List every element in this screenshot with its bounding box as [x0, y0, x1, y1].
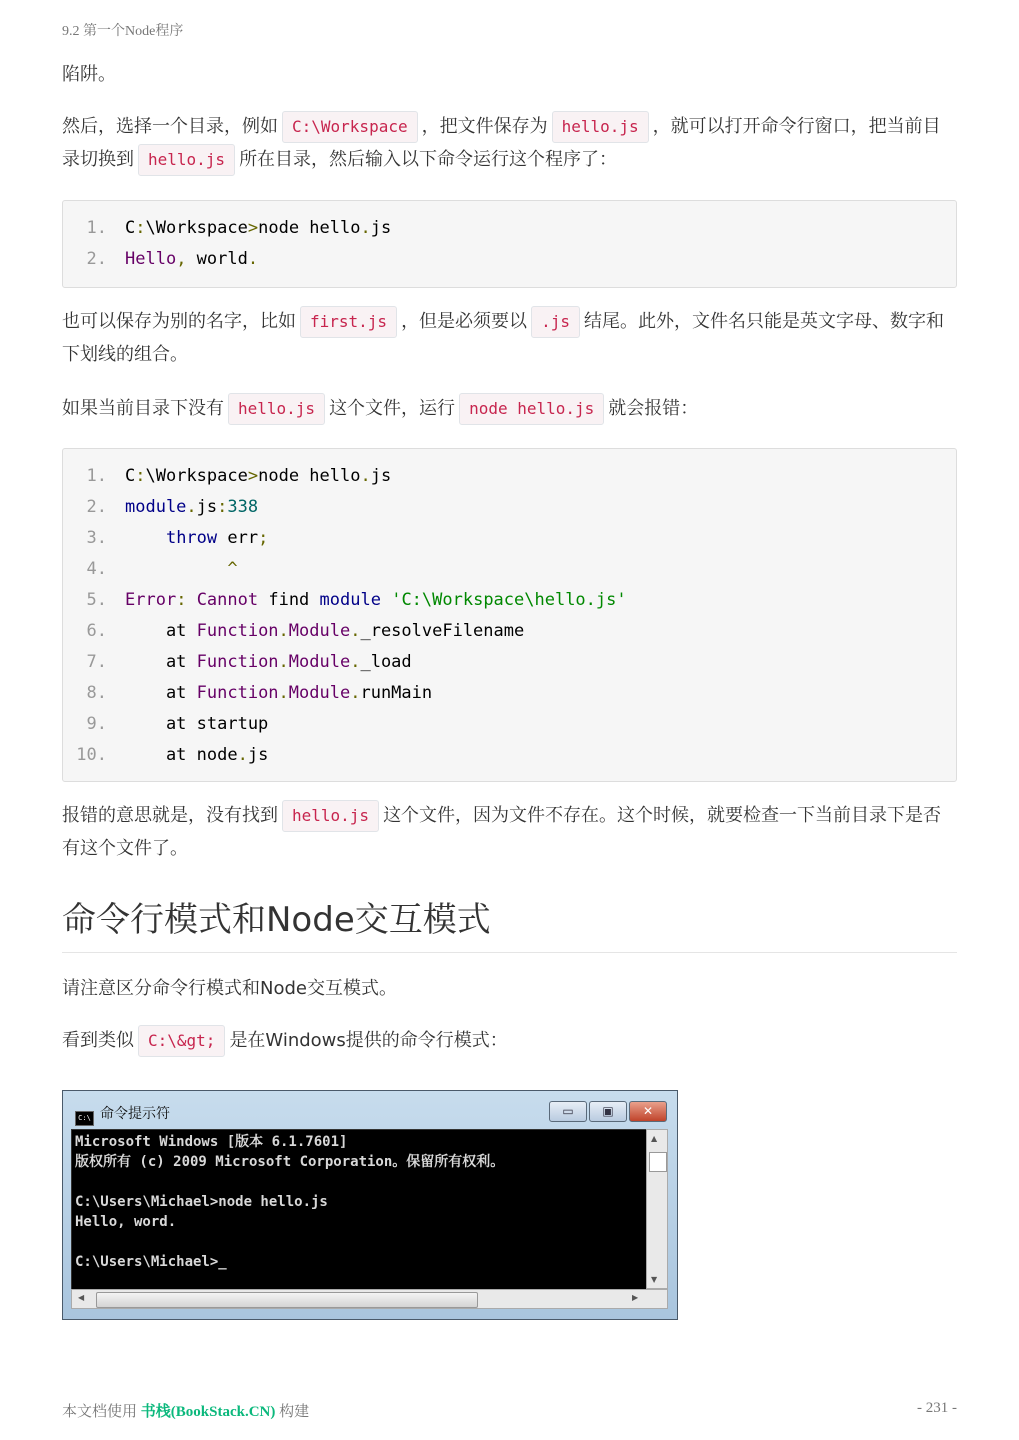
- paragraph-text: 陷阱。: [62, 64, 116, 85]
- line-number: 2.: [86, 497, 107, 517]
- code-token: node hello: [258, 218, 361, 238]
- line-number: 2.: [86, 249, 107, 269]
- code-token: Function: [196, 683, 279, 703]
- paragraph-text: 然后，选择一个目录，例如: [62, 116, 278, 137]
- code-token: .: [360, 466, 371, 486]
- paragraph-text: ，把文件保存为: [421, 116, 548, 137]
- scroll-up-icon: ▲: [651, 1134, 658, 1143]
- code-token: js: [196, 497, 218, 517]
- line-number: 1.: [86, 218, 107, 238]
- code-token: js: [370, 218, 392, 238]
- code-line: [63, 740, 956, 771]
- code-token: >: [247, 466, 259, 486]
- code-token: ^: [227, 559, 238, 579]
- paragraph-text: 这个文件，运行: [329, 398, 456, 419]
- code-token: at: [125, 683, 197, 703]
- close-button: ✕: [629, 1101, 667, 1122]
- code-token: at: [125, 621, 197, 641]
- maximize-button: ▣: [589, 1101, 627, 1122]
- line-number: 6.: [86, 621, 107, 641]
- code-token: 'C:\Workspace\hello.js': [391, 590, 627, 610]
- code-token: ;: [258, 528, 269, 548]
- minimize-button: ▭: [549, 1101, 587, 1122]
- footer-text: 本文档使用: [62, 1404, 138, 1420]
- code-token: :: [135, 466, 146, 486]
- code-token: :: [217, 497, 228, 517]
- cmd-title-text: 命令提示符: [100, 1106, 170, 1122]
- code-line: [63, 461, 956, 492]
- code-token: Function: [196, 621, 279, 641]
- inline-code: node hello.js: [459, 393, 604, 425]
- paragraph-text: 报错的意思就是，没有找到: [62, 805, 278, 826]
- footer-brand-link[interactable]: 书栈(BookStack.CN): [140, 1404, 276, 1420]
- code-token: at startup: [125, 714, 269, 734]
- inline-code: first.js: [300, 306, 397, 338]
- line-number: 4.: [86, 559, 107, 579]
- scroll-thumb: [649, 1152, 667, 1172]
- paragraph-text: 这个文件，因为文件不存在。这个时候，就要检查一下当前目录下是否有这个文件了。: [62, 805, 942, 859]
- code-token: world: [186, 249, 248, 269]
- code-token: .: [278, 683, 289, 703]
- page-header: 9.2 第一个Node程序: [62, 24, 184, 39]
- scroll-right-icon: ▶: [632, 1293, 639, 1302]
- code-token: find: [258, 590, 320, 610]
- inline-code: C:\&gt;: [138, 1025, 225, 1057]
- code-line: [63, 523, 956, 554]
- code-token: .: [350, 683, 361, 703]
- code-token: js: [370, 466, 392, 486]
- code-token: Cannot: [196, 590, 259, 610]
- paragraph: [62, 1024, 957, 1057]
- code-token: Module: [288, 621, 351, 641]
- cmd-output: Microsoft Windows [版本 6.1.7601] 版权所有 (c) 2009 Microsoft Corporation。保留所有权利。 C:\Users\Michael>node hello.js Hello, word. C:\Users\Michael>_: [75, 1134, 505, 1270]
- code-token: \Workspace: [145, 218, 248, 238]
- code-line: [63, 585, 956, 616]
- code-token: Function: [196, 652, 279, 672]
- vertical-scrollbar: [646, 1129, 668, 1289]
- paragraph-text: 所在目录，然后输入以下命令运行这个程序了：: [239, 149, 618, 170]
- code-line: [63, 709, 956, 740]
- scroll-thumb: [96, 1292, 478, 1308]
- code-token: _resolveFilename: [360, 621, 525, 641]
- code-token: .: [350, 621, 361, 641]
- inline-code: hello.js: [138, 144, 235, 176]
- paragraph: [62, 799, 957, 865]
- code-token: .: [186, 497, 197, 517]
- line-number: 1.: [86, 466, 107, 486]
- code-token: module: [125, 497, 187, 517]
- cmd-window-screenshot: [62, 1090, 678, 1320]
- inline-code: .js: [531, 306, 580, 338]
- paragraph: [62, 392, 957, 425]
- paragraph-text: 结尾。此外，文件名只能是英文字母、数字和下划线的组合。: [62, 311, 944, 365]
- paragraph-text: 请注意区分命令行模式和Node交互模式。: [62, 978, 397, 999]
- line-number: 10.: [76, 745, 107, 765]
- line-number: 8.: [86, 683, 107, 703]
- code-token: .: [247, 249, 259, 269]
- footer-text: 构建: [279, 1404, 310, 1420]
- code-token: .: [350, 652, 361, 672]
- code-token: .: [360, 218, 371, 238]
- code-token: C: [125, 218, 136, 238]
- cmd-window-title: [75, 1103, 170, 1126]
- inline-code: hello.js: [228, 393, 325, 425]
- code-token: throw: [165, 528, 218, 548]
- inline-code: hello.js: [552, 111, 649, 143]
- line-number: 5.: [86, 590, 107, 610]
- paragraph: [62, 305, 957, 371]
- line-number: 7.: [86, 652, 107, 672]
- code-token: module: [319, 590, 381, 610]
- line-number: 3.: [86, 528, 107, 548]
- code-line: [63, 616, 956, 647]
- scroll-down-icon: ▼: [651, 1275, 658, 1284]
- scroll-left-icon: ◀: [78, 1293, 85, 1302]
- code-token: [125, 528, 166, 548]
- code-token: at: [125, 652, 197, 672]
- code-token: Hello: [125, 249, 177, 269]
- code-token: Module: [288, 652, 351, 672]
- code-token: [125, 559, 227, 579]
- paragraph-text: 是在Windows提供的命令行模式：: [229, 1030, 508, 1051]
- paragraph-text: ，但是必须要以: [401, 311, 528, 332]
- page-number: - 231 -: [917, 1400, 957, 1416]
- code-token: err: [217, 528, 259, 548]
- cmd-console: [71, 1129, 647, 1291]
- paragraph: [62, 110, 957, 176]
- code-token: _load: [360, 652, 412, 672]
- paragraph-text: 就会报错：: [608, 398, 699, 419]
- cmd-icon: C:\: [75, 1111, 94, 1126]
- code-line: [63, 213, 956, 244]
- code-token: C: [125, 466, 136, 486]
- code-token: :: [176, 590, 187, 610]
- code-token: [186, 590, 196, 610]
- horizontal-scrollbar: [71, 1289, 668, 1309]
- code-line: [63, 678, 956, 709]
- paragraph-text: 也可以保存为别的名字，比如: [62, 311, 296, 332]
- code-token: Module: [288, 683, 351, 703]
- section-heading: 命令行模式和Node交互模式: [62, 896, 957, 953]
- code-token: :: [135, 218, 146, 238]
- paragraph-text: 如果当前目录下没有: [62, 398, 224, 419]
- code-token: js: [247, 745, 269, 765]
- paragraph: [62, 58, 957, 91]
- code-token: \Workspace: [145, 466, 248, 486]
- paragraph-text: ，就可以打开命令行窗口，把当前目录切换到: [62, 116, 941, 170]
- line-number: 9.: [86, 714, 107, 734]
- code-token: >: [247, 218, 259, 238]
- code-token: .: [278, 652, 289, 672]
- code-token: Error: [125, 590, 177, 610]
- code-token: [381, 590, 391, 610]
- code-line: [63, 492, 956, 523]
- code-token: at node: [125, 745, 238, 765]
- inline-code: hello.js: [282, 800, 379, 832]
- paragraph-text: 看到类似: [62, 1030, 134, 1051]
- inline-code: C:\Workspace: [282, 111, 418, 143]
- code-token: 338: [227, 497, 259, 517]
- footer: [62, 1400, 309, 1421]
- code-token: runMain: [360, 683, 433, 703]
- code-block: [62, 200, 957, 288]
- code-line: [63, 244, 956, 275]
- code-line: [63, 647, 956, 678]
- code-token: .: [237, 745, 248, 765]
- code-token: ,: [176, 249, 187, 269]
- code-token: node hello: [258, 466, 361, 486]
- code-token: .: [278, 621, 289, 641]
- paragraph: [62, 972, 957, 1005]
- code-line: [63, 554, 956, 585]
- code-block: [62, 448, 957, 782]
